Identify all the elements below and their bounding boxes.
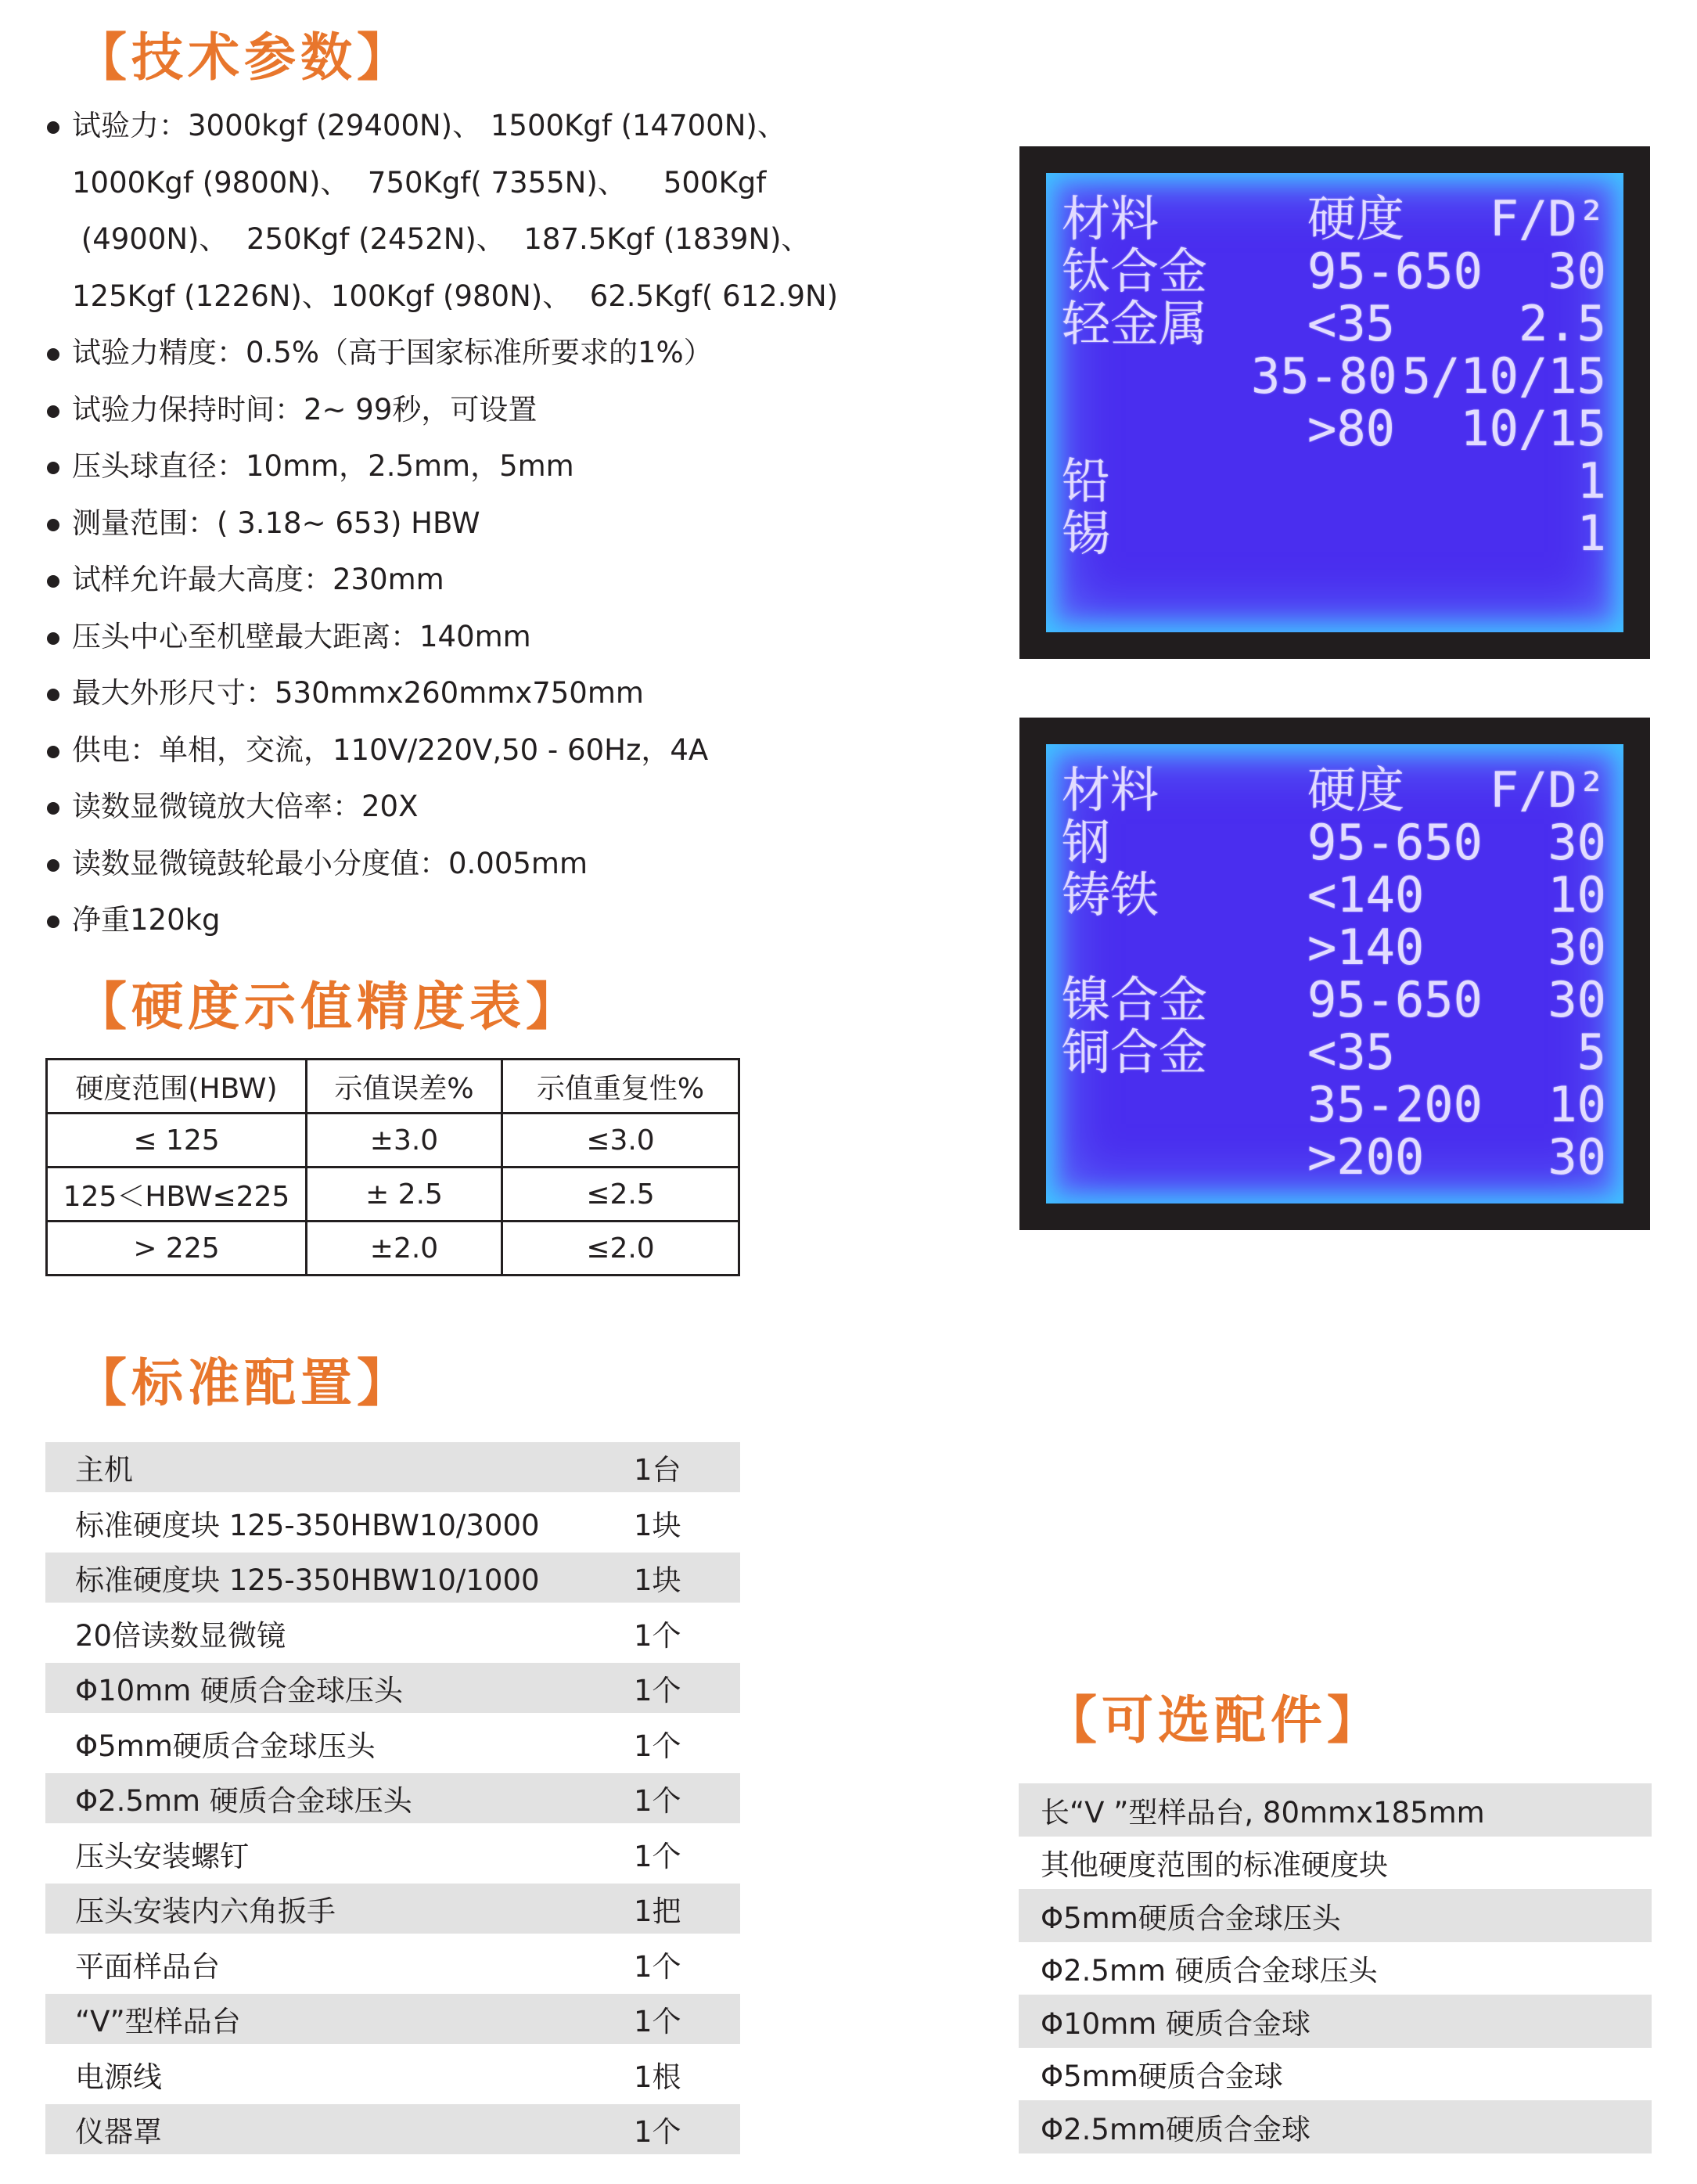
lcd-display-1 — [1019, 146, 1650, 659]
table-cell: ± 2.5 — [307, 1168, 502, 1222]
param-item: 试验力精度：0.5%（高于国家标准所要求的1%） — [47, 325, 908, 382]
lcd-header-ratio: F/D² — [1489, 190, 1606, 247]
lcd-cell: 5 — [1577, 1024, 1606, 1081]
bullet-icon — [47, 802, 59, 815]
lcd-header-material: 材料 — [1062, 761, 1159, 819]
lcd-header-hardness: 硬度 — [1307, 190, 1405, 247]
lcd-cell: 1 — [1577, 505, 1606, 562]
list-item: 其他硬度范围的标准硬度块 — [1041, 1848, 1388, 1883]
list-item: 长“V ”型样品台, 80mmx185mm — [1019, 1783, 1652, 1837]
param-item: 压头球直径：10mm，2.5mm，5mm — [47, 438, 908, 495]
param-item: 供电：单相，交流，110V/220V,50 - 60Hz，4A — [47, 722, 908, 779]
table-cell: ≤ 125 — [47, 1114, 307, 1168]
lcd-cell: 95-650 — [1307, 243, 1483, 300]
lcd-cell: 2.5 — [1519, 295, 1606, 352]
lcd-cell: 35-200 — [1307, 1076, 1483, 1133]
lcd-cell: <140 — [1307, 866, 1425, 923]
list-item: 20倍读数显微镜 1个 — [75, 1618, 681, 1653]
lcd-cell: 30 — [1548, 243, 1606, 300]
lcd-cell: >200 — [1307, 1128, 1425, 1186]
table-cell: > 225 — [47, 1222, 307, 1275]
bullet-icon — [47, 519, 59, 531]
param-item: 压头中心至机壁最大距离：140mm — [47, 609, 908, 666]
param-item: 试验力：3000kgf (29400N)、 1500Kgf (14700N)、 1000Kgf (9800N)、 750Kgf( 7355N)、 500Kgf (4900N)、 250Kgf (2452N)、 187.5Kgf (1839N)、 125Kgf (1226N)、100Kgf (980N)、 62.5Kgf( 612.9N) — [47, 98, 908, 325]
list-item: Φ2.5mm 硬质合金球压头 1个 — [45, 1773, 740, 1823]
list-item: 平面样品台 1个 — [75, 1949, 681, 1984]
param-continuation: 1000Kgf (9800N)、 750Kgf( 7355N)、 500Kgf — [72, 165, 767, 200]
bullet-icon — [47, 121, 59, 134]
list-item: Φ2.5mm硬质合金球 — [1019, 2100, 1652, 2153]
lcd-cell: 铅 — [1062, 452, 1111, 509]
lcd-cell: 30 — [1548, 814, 1606, 871]
table-header-cell: 硬度范围(HBW) — [47, 1060, 307, 1114]
section-heading-standard: 【标准配置】 — [75, 1352, 413, 1413]
lcd-cell: 10 — [1548, 866, 1606, 923]
lcd-cell: 1 — [1577, 452, 1606, 509]
lcd-display-2 — [1019, 718, 1650, 1230]
section-heading-tech: 【技术参数】 — [75, 27, 413, 88]
lcd-screen — [1046, 173, 1623, 632]
lcd-cell: 95-650 — [1307, 814, 1483, 871]
bullet-icon — [47, 405, 59, 418]
param-item: 最大外形尺寸：530mmx260mmx750mm — [47, 665, 908, 722]
lcd-header-ratio: F/D² — [1489, 761, 1606, 819]
lcd-cell: 镍合金 — [1062, 971, 1208, 1028]
param-item: 读数显微镜鼓轮最小分度值：0.005mm — [47, 836, 908, 893]
accuracy-table — [45, 1058, 740, 1276]
lcd-cell: 30 — [1548, 971, 1606, 1028]
list-item: 仪器罩 1个 — [45, 2104, 740, 2154]
list-item: Φ10mm 硬质合金球压头 1个 — [45, 1663, 740, 1713]
lcd-cell: 轻金属 — [1062, 295, 1208, 352]
lcd-cell: 铜合金 — [1062, 1024, 1208, 1081]
table-header-cell: 示值重复性% — [502, 1060, 739, 1114]
list-item: 压头安装螺钉 1个 — [75, 1839, 681, 1873]
bullet-icon — [47, 575, 59, 588]
list-item: 电源线 1根 — [75, 2060, 681, 2094]
table-cell: ≤2.5 — [502, 1168, 739, 1222]
bullet-icon — [47, 859, 59, 872]
table-row — [47, 1222, 739, 1275]
table-cell: ±3.0 — [307, 1114, 502, 1168]
lcd-cell: <35 — [1307, 1024, 1395, 1081]
lcd-cell: 锡 — [1062, 505, 1111, 562]
lcd-header-material: 材料 — [1062, 190, 1159, 247]
lcd-cell: 30 — [1548, 1128, 1606, 1186]
param-item: 试验力保持时间：2~ 99秒，可设置 — [47, 382, 908, 439]
table-header-cell: 示值误差% — [307, 1060, 502, 1114]
lcd-cell: >80 — [1307, 400, 1395, 457]
lcd-cell: 铸铁 — [1062, 866, 1159, 923]
section-heading-optional: 【可选配件】 — [1045, 1689, 1383, 1750]
lcd-screen — [1046, 744, 1623, 1204]
table-cell: 125＜HBW≤225 — [47, 1168, 307, 1222]
param-item: 净重120kg — [47, 892, 908, 949]
lcd-cell: 95-650 — [1307, 971, 1483, 1028]
bullet-icon — [47, 689, 59, 701]
param-item: 测量范围：( 3.18~ 653) HBW — [47, 495, 908, 552]
table-header-row — [47, 1060, 739, 1114]
lcd-cell: 10 — [1548, 1076, 1606, 1133]
list-item: 主机 1台 — [45, 1442, 740, 1492]
bullet-icon — [47, 632, 59, 645]
lcd-cell: 30 — [1548, 919, 1606, 976]
param-continuation: 125Kgf (1226N)、100Kgf (980N)、 62.5Kgf( 612.9N) — [72, 279, 839, 313]
list-item: Φ5mm硬质合金球压头 — [1019, 1889, 1652, 1942]
section-heading-accuracy: 【硬度示值精度表】 — [75, 976, 582, 1037]
list-item: 压头安装内六角扳手 1把 — [45, 1884, 740, 1934]
list-item: Φ5mm硬质合金球 — [1041, 2060, 1283, 2094]
bullet-icon — [47, 348, 59, 361]
lcd-cell: 钢 — [1062, 814, 1111, 871]
table-cell: ±2.0 — [307, 1222, 502, 1275]
bullet-icon — [47, 746, 59, 758]
tech-params-list — [47, 98, 908, 949]
param-item: 试样允许最大高度：230mm — [47, 552, 908, 609]
standard-config-list — [45, 1440, 740, 2157]
param-continuation: (4900N)、 250Kgf (2452N)、 187.5Kgf (1839N)、 — [72, 222, 811, 256]
optional-config-list — [1019, 1783, 1652, 2153]
list-item: Φ10mm 硬质合金球 — [1019, 1995, 1652, 2048]
lcd-cell: 35-80 — [1251, 347, 1397, 405]
table-row — [47, 1168, 739, 1222]
list-item: Φ5mm硬质合金球压头 1个 — [75, 1729, 681, 1763]
list-item: 标准硬度块 125-350HBW10/1000 1块 — [45, 1553, 740, 1603]
lcd-cell: >140 — [1307, 919, 1425, 976]
lcd-header-hardness: 硬度 — [1307, 761, 1405, 819]
list-item: Φ2.5mm 硬质合金球压头 — [1041, 1954, 1378, 1988]
table-cell: ≤2.0 — [502, 1222, 739, 1275]
list-item: 标准硬度块 125-350HBW10/3000 1块 — [75, 1508, 681, 1542]
lcd-cell: 10/15 — [1460, 400, 1606, 457]
bullet-icon — [47, 916, 59, 928]
table-row — [47, 1114, 739, 1168]
lcd-cell: 5/10/15 — [1401, 347, 1606, 405]
lcd-cell: 钛合金 — [1062, 243, 1208, 300]
list-item: “V”型样品台 1个 — [45, 1994, 740, 2044]
param-item: 读数显微镜放大倍率：20X — [47, 779, 908, 836]
table-cell: ≤3.0 — [502, 1114, 739, 1168]
lcd-cell: <35 — [1307, 295, 1395, 352]
bullet-icon — [47, 462, 59, 474]
